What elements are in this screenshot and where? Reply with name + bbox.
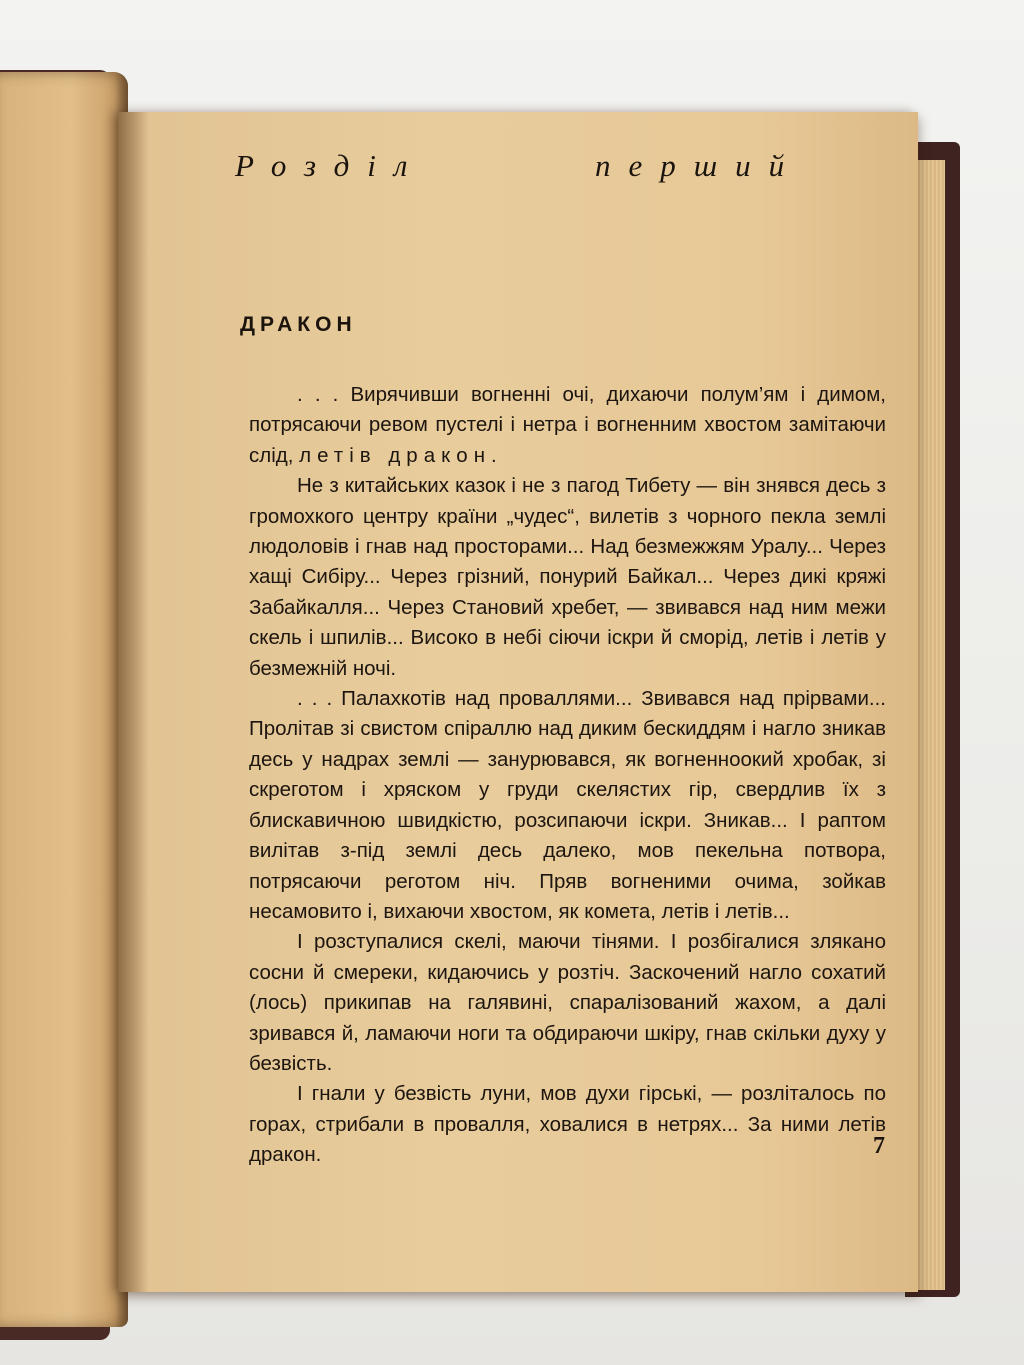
left-page-edge — [0, 72, 128, 1327]
running-head-word-1: Розділ — [235, 148, 426, 183]
paragraph: . . . Палахкотів над проваллями... Звивався над прірвами... Пролітав зі свистом спіраллю над диким бескиддям і нагло зникав десь у надрах землі — занурювався, як вогненноокий хробак, зі скреготом і хряском у груди скелястих гір, свердлив їх з блискавичною швидкістю, розсипаючи іскри. Зникав... І раптом вилітав з-під землі десь далеко, мов пекельна потвора, потрясаючи реготом ніч. Пряв вогненими очима, зойкав несамовито і, вихаючи хвостом, як комета, летів і летів... — [249, 687, 886, 923]
gutter-shadow — [118, 112, 148, 1292]
paragraph-text: . . . Вирячивши вогненні очі, дихаючи полум’ям і димом, потрясаючи ревом пустелі і нетра і вогненним хвостом замітаючи слід, — [249, 383, 886, 467]
body-text — [249, 380, 886, 1171]
paragraph — [249, 380, 886, 471]
spaced-emphasis: летів дракон — [299, 443, 492, 467]
paragraph-end: . — [491, 443, 497, 467]
paragraph: І розступалися скелі, маючи тінями. І розбігалися злякано сосни й смереки, кидаючись у розтіч. Заскочений нагло сохатий (лось) прикипав на галявині, спаралізований жахом, а далі зривався й, ламаючи ноги та обдираючи шкіру, гнав скільки духу у безвість. — [249, 930, 886, 1075]
running-head — [235, 148, 885, 184]
running-head-word-2: перший — [595, 148, 803, 183]
page-number: 7 — [873, 1133, 885, 1159]
chapter-title: ДРАКОН — [240, 313, 357, 336]
paragraph: Не з китайських казок і не з пагод Тибету — він знявся десь з громохкого центру країни „чудес“, вилетів з чорного пекла землі людоловів і гнав над просторами... Над безмежжям Уралу... Через хащі Сибіру... Через грізний, понурий Байкал... Через дикі кряжі Забайкалля... Через Становий хребет, — звивався над ним межи скель і шпилів... Високо в небі сіючи іскри й сморід, летів і летів у безмежній ночі. — [249, 474, 886, 680]
paragraph: І гнали у безвість луни, мов духи гірські, — розліталось по горах, стрибали в провалля, ховалися в нетрях... За ними летів дракон. — [249, 1082, 886, 1167]
